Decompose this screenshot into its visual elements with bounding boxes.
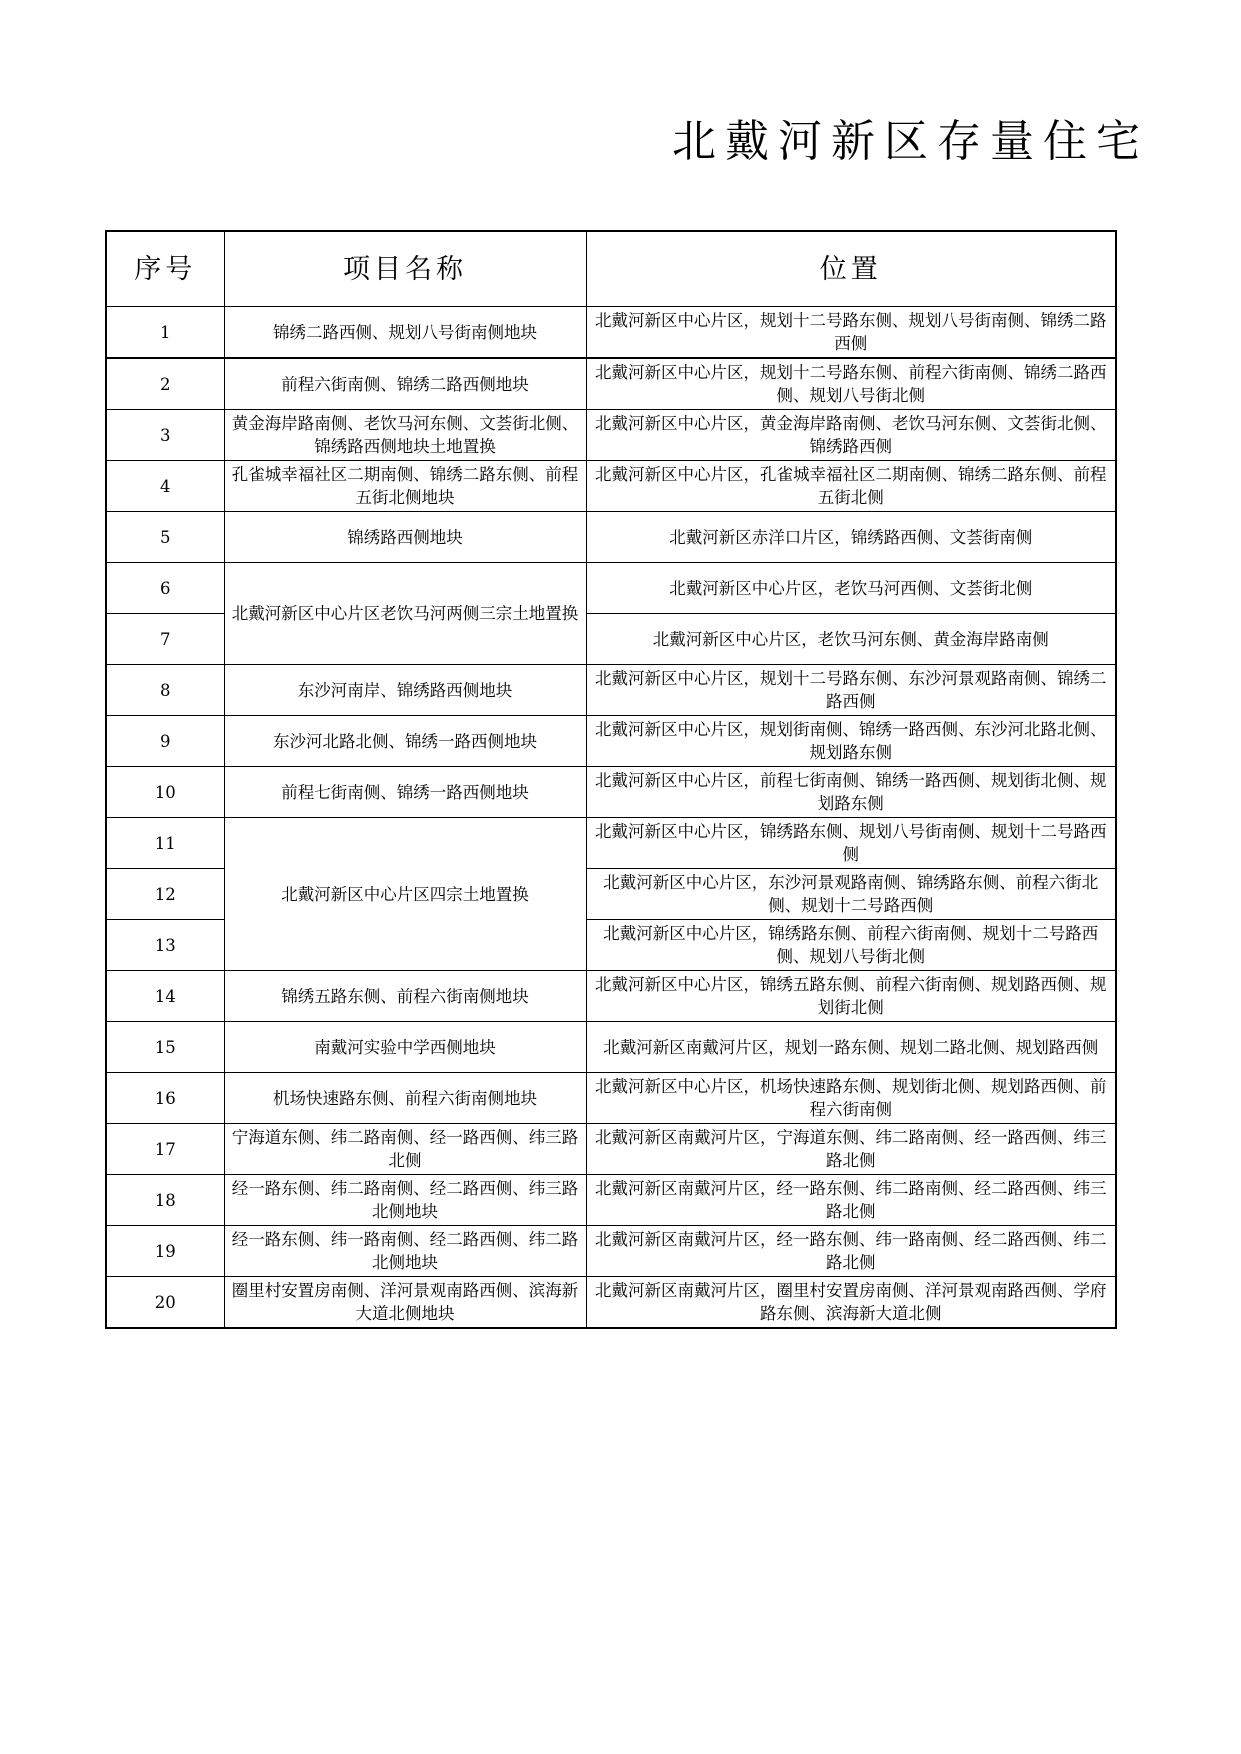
table-row [106,307,1116,359]
row-index: 19 [106,1226,224,1277]
table-row [106,461,1116,512]
row-name: 锦绣五路东侧、前程六街南侧地块 [224,971,586,1022]
row-name: 孔雀城幸福社区二期南侧、锦绣二路东侧、前程五街北侧地块 [224,461,586,512]
row-location: 北戴河新区中心片区，锦绣路东侧、前程六街南侧、规划十二号路西侧、规划八号街北侧 [586,920,1116,971]
row-index: 5 [106,512,224,563]
table-header-row [106,231,1116,307]
row-name: 黄金海岸路南侧、老饮马河东侧、文荟街北侧、锦绣路西侧地块土地置换 [224,410,586,461]
row-index: 17 [106,1124,224,1175]
row-name: 东沙河北路北侧、锦绣一路西侧地块 [224,716,586,767]
row-location: 北戴河新区中心片区，规划十二号路东侧、东沙河景观路南侧、锦绣二路西侧 [586,665,1116,716]
row-index: 20 [106,1277,224,1329]
row-index: 13 [106,920,224,971]
table-row [106,716,1116,767]
table-row [106,665,1116,716]
row-location: 北戴河新区南戴河片区，经一路东侧、纬一路南侧、经二路西侧、纬二路北侧 [586,1226,1116,1277]
row-index: 8 [106,665,224,716]
row-name: 宁海道东侧、纬二路南侧、经一路西侧、纬三路北侧 [224,1124,586,1175]
table-row [106,818,1116,869]
row-location: 北戴河新区中心片区，老饮马河西侧、文荟街北侧 [586,563,1116,614]
row-index: 10 [106,767,224,818]
row-name: 南戴河实验中学西侧地块 [224,1022,586,1073]
row-index: 9 [106,716,224,767]
row-name: 圈里村安置房南侧、洋河景观南路西侧、滨海新大道北侧地块 [224,1277,586,1329]
row-location: 北戴河新区中心片区，老饮马河东侧、黄金海岸路南侧 [586,614,1116,665]
row-location: 北戴河新区南戴河片区，圈里村安置房南侧、洋河景观南路西侧、学府路东侧、滨海新大道北侧 [586,1277,1116,1329]
row-location: 北戴河新区中心片区，孔雀城幸福社区二期南侧、锦绣二路东侧、前程五街北侧 [586,461,1116,512]
row-location: 北戴河新区中心片区，锦绣路东侧、规划八号街南侧、规划十二号路西侧 [586,818,1116,869]
row-name: 北戴河新区中心片区老饮马河两侧三宗土地置换 [224,563,586,665]
table-row [106,971,1116,1022]
row-index: 7 [106,614,224,665]
row-index: 12 [106,869,224,920]
header-index: 序号 [106,231,224,307]
row-name: 锦绣二路西侧、规划八号街南侧地块 [224,307,586,359]
table-row [106,1022,1116,1073]
row-index: 16 [106,1073,224,1124]
table-row [106,410,1116,461]
row-location: 北戴河新区中心片区，锦绣五路东侧、前程六街南侧、规划路西侧、规划街北侧 [586,971,1116,1022]
row-location: 北戴河新区南戴河片区，经一路东侧、纬二路南侧、经二路西侧、纬三路北侧 [586,1175,1116,1226]
table-row [106,512,1116,563]
table-row [106,358,1116,410]
row-location: 北戴河新区中心片区，黄金海岸路南侧、老饮马河东侧、文荟街北侧、锦绣路西侧 [586,410,1116,461]
row-index: 11 [106,818,224,869]
row-index: 3 [106,410,224,461]
row-location: 北戴河新区中心片区，规划街南侧、锦绣一路西侧、东沙河北路北侧、规划路东侧 [586,716,1116,767]
row-name: 东沙河南岸、锦绣路西侧地块 [224,665,586,716]
row-index: 4 [106,461,224,512]
table-row [106,1124,1116,1175]
row-name: 机场快速路东侧、前程六街南侧地块 [224,1073,586,1124]
row-index: 18 [106,1175,224,1226]
row-name: 北戴河新区中心片区四宗土地置换 [224,818,586,971]
row-location: 北戴河新区中心片区，东沙河景观路南侧、锦绣路东侧、前程六街北侧、规划十二号路西侧 [586,869,1116,920]
row-location: 北戴河新区中心片区，前程七街南侧、锦绣一路西侧、规划街北侧、规划路东侧 [586,767,1116,818]
housing-table [105,230,1117,1329]
row-name: 锦绣路西侧地块 [224,512,586,563]
table-row [106,1073,1116,1124]
row-name: 经一路东侧、纬二路南侧、经二路西侧、纬三路北侧地块 [224,1175,586,1226]
page-title: 北戴河新区存量住宅 [672,116,1149,167]
table-row [106,767,1116,818]
row-name: 经一路东侧、纬一路南侧、经二路西侧、纬二路北侧地块 [224,1226,586,1277]
header-location: 位置 [586,231,1116,307]
table-row [106,1226,1116,1277]
row-index: 14 [106,971,224,1022]
row-name: 前程六街南侧、锦绣二路西侧地块 [224,358,586,410]
row-index: 2 [106,358,224,410]
row-location: 北戴河新区南戴河片区，规划一路东侧、规划二路北侧、规划路西侧 [586,1022,1116,1073]
row-location: 北戴河新区中心片区，规划十二号路东侧、前程六街南侧、锦绣二路西侧、规划八号街北侧 [586,358,1116,410]
table-row [106,563,1116,614]
row-index: 6 [106,563,224,614]
table-row [106,1175,1116,1226]
row-location: 北戴河新区南戴河片区，宁海道东侧、纬二路南侧、经一路西侧、纬三路北侧 [586,1124,1116,1175]
row-location: 北戴河新区中心片区，机场快速路东侧、规划街北侧、规划路西侧、前程六街南侧 [586,1073,1116,1124]
row-location: 北戴河新区赤洋口片区，锦绣路西侧、文荟街南侧 [586,512,1116,563]
header-name: 项目名称 [224,231,586,307]
row-index: 1 [106,307,224,359]
row-index: 15 [106,1022,224,1073]
row-location: 北戴河新区中心片区，规划十二号路东侧、规划八号街南侧、锦绣二路西侧 [586,307,1116,359]
table-row [106,1277,1116,1329]
row-name: 前程七街南侧、锦绣一路西侧地块 [224,767,586,818]
